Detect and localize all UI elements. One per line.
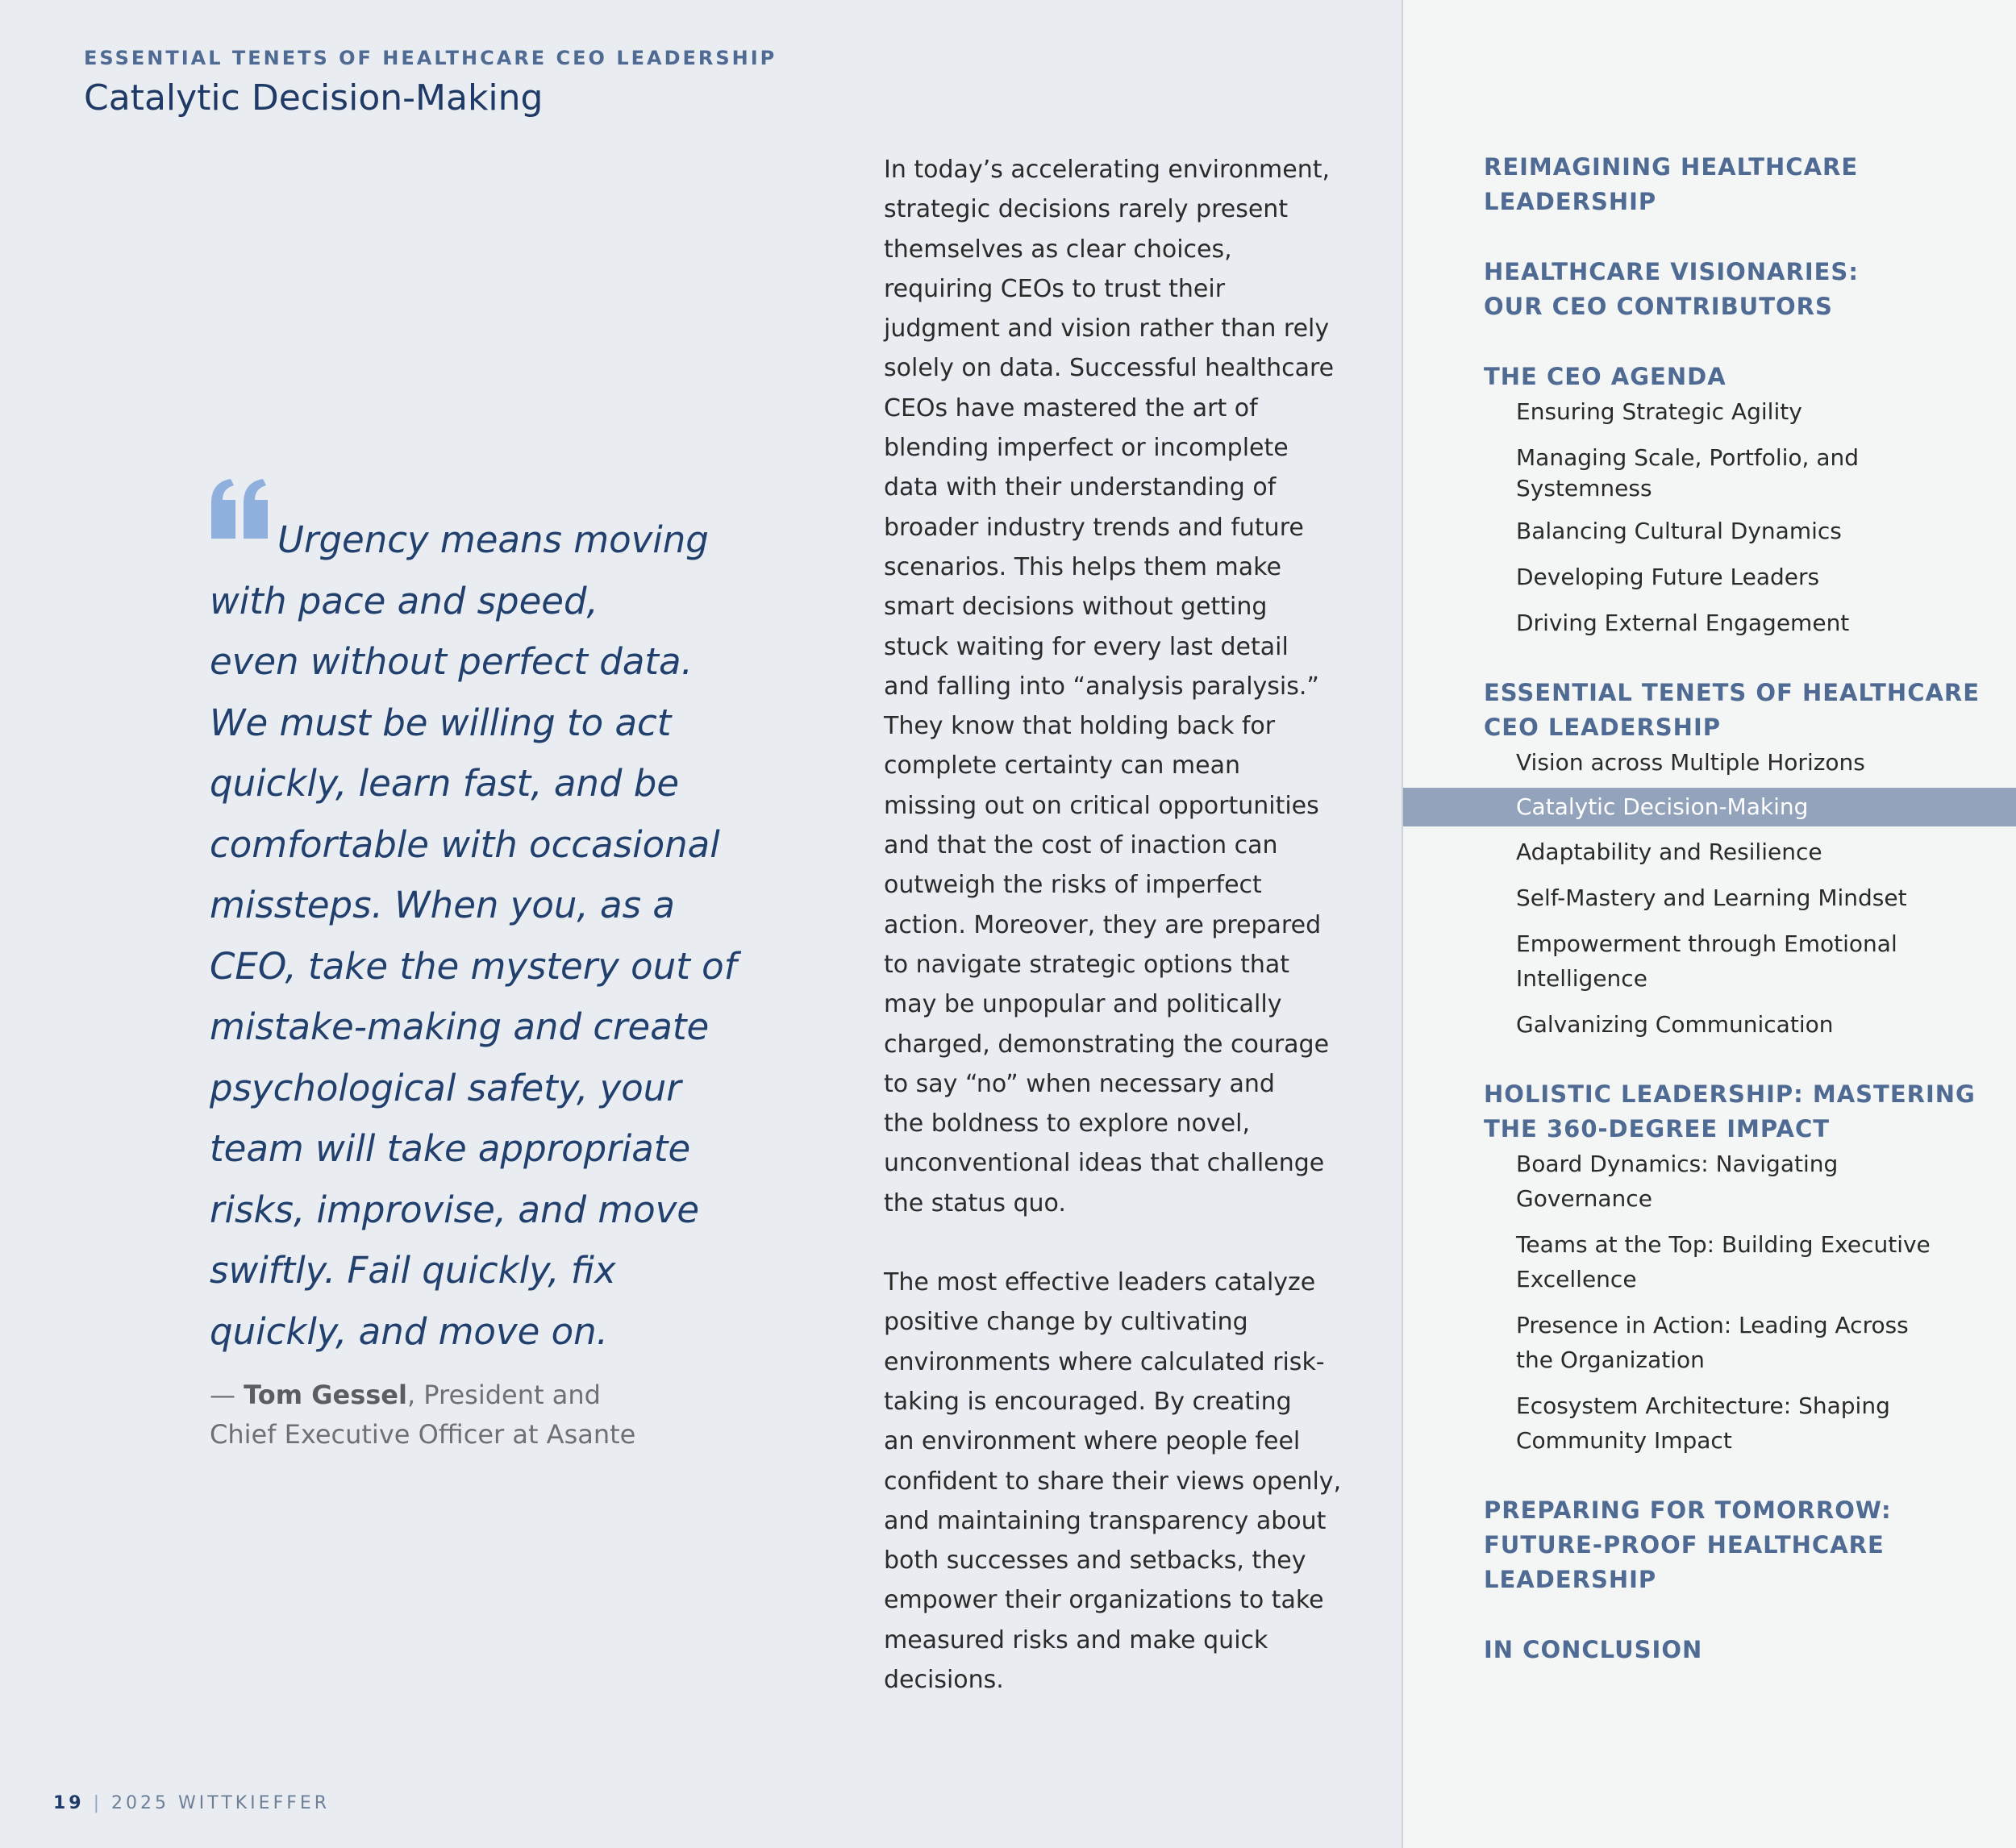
text-line: strategic decisions rarely present [884,195,1289,224]
text-line: broader industry trends and future [884,513,1304,542]
text-line: solely on data. Successful healthcare [884,354,1335,383]
text-line: taking is encouraged. By creating [884,1387,1292,1416]
text-line: to navigate strategic options that [884,950,1290,979]
toc-item-label: Governance [1516,1185,1652,1212]
text-line: stuck waiting for every last detail [884,632,1289,661]
toc-item-presence-in-action[interactable] [1403,1308,2016,1377]
text-line: They know that holding back for [884,712,1276,741]
toc-item-label: Ensuring Strategic Agility [1516,398,1802,425]
toc-item-board-dynamics[interactable] [1403,1147,2016,1216]
toc-item-label: Driving External Engagement [1516,610,1850,636]
toc-section-essential-tenets[interactable] [1484,676,2016,745]
toc-item-label: Empowerment through Emotional [1516,930,1897,957]
toc-item-external-engagement[interactable] [1403,606,2016,640]
text-line: and that the cost of inaction can [884,831,1278,860]
text-line: the boldness to explore novel, [884,1109,1250,1138]
toc-items-holistic-leadership [1403,1147,2016,1458]
text-line: decisions. [884,1665,1004,1694]
text-line: complete certainty can mean [884,751,1241,780]
toc-section-label: IN CONCLUSION [1484,1636,1703,1663]
toc-item-galvanizing-communication[interactable] [1403,1007,2016,1042]
toc-item-cultural-dynamics[interactable] [1403,514,2016,548]
toc-section-label: REIMAGINING HEALTHCARE [1484,153,1859,181]
text-line: The most effective leaders catalyze [884,1268,1316,1297]
toc-section-conclusion[interactable] [1484,1633,2016,1667]
text-line: missing out on critical opportunities [884,791,1319,820]
toc-section-label: THE CEO AGENDA [1484,363,1727,390]
text-line: unconventional ideas that challenge [884,1149,1325,1178]
text-line: charged, demonstrating the courage [884,1030,1330,1059]
quote-line: psychological safety, your [210,1066,681,1109]
toc-item-self-mastery[interactable] [1403,880,2016,915]
pull-quote [210,510,742,1362]
quote-line: team will take appropriate [210,1127,691,1170]
text-line: smart decisions without getting [884,593,1268,622]
text-line: scenarios. This helps them make [884,552,1281,581]
toc-item-label: Excellence [1516,1266,1637,1292]
quote-attribution [210,1376,726,1455]
paragraph [884,150,1368,1223]
toc-section-label: THE 360-DEGREE IMPACT [1484,1115,1831,1143]
text-line: and falling into “analysis paralysis.” [884,672,1319,701]
toc-item-catalytic-decision-making[interactable] [1403,788,2016,826]
quote-line: Urgency means moving [277,518,709,561]
text-line: and maintaining transparency about [884,1506,1327,1535]
toc-section-label: LEADERSHIP [1484,1566,1657,1593]
paragraph [884,1263,1368,1700]
text-line: to say “no” when necessary and [884,1069,1275,1098]
text-line: data with their understanding of [884,473,1277,502]
text-line: environments where calculated risk- [884,1347,1325,1376]
toc-section-label: LEADERSHIP [1484,188,1657,215]
quote-line: risks, improvise, and move [210,1188,700,1231]
toc-section-holistic-leadership[interactable] [1484,1077,2016,1147]
text-line: themselves as clear choices, [884,235,1232,264]
toc-section-label: FUTURE-PROOF HEALTHCARE [1484,1531,1885,1559]
text-line: requiring CEOs to trust their [884,274,1226,303]
page-title: Catalytic Decision-Making [84,77,544,119]
attribution-name: Tom Gessel [244,1380,407,1410]
text-line: empower their organizations to take [884,1586,1324,1615]
toc-section-label: ESSENTIAL TENETS OF HEALTHCARE [1484,679,1981,706]
toc-section-label: OUR CEO CONTRIBUTORS [1484,293,1833,320]
quote-line: quickly, learn fast, and be [210,762,680,805]
text-line: confident to share their views openly, [884,1467,1342,1496]
table-of-contents [1402,0,2016,1848]
toc-items-essential-tenets [1403,745,2016,1042]
attribution-role: Chief Executive Officer at Asante [210,1419,636,1450]
toc-item-label: Teams at the Top: Building Executive [1516,1231,1931,1258]
toc-item-label: Managing Scale, Portfolio, and [1516,444,1859,471]
text-line: In today’s accelerating environment, [884,156,1331,184]
toc-item-label: Presence in Action: Leading Across [1516,1312,1909,1338]
toc-item-label: Systemness [1516,475,1652,502]
toc-section-preparing-tomorrow[interactable] [1484,1493,2016,1597]
quote-line: even without perfect data. [210,640,693,683]
toc-item-label: Galvanizing Communication [1516,1011,1834,1038]
toc-item-label: Board Dynamics: Navigating [1516,1151,1839,1177]
toc-section-ceo-agenda[interactable] [1484,360,2016,394]
toc-item-label: Ecosystem Architecture: Shaping [1516,1392,1890,1419]
toc-item-empowerment[interactable] [1403,926,2016,996]
toc-items-ceo-agenda [1403,394,2016,640]
section-kicker: ESSENTIAL TENETS OF HEALTHCARE CEO LEADERSHIP [84,47,777,69]
toc-item-label: Catalytic Decision-Making [1516,793,1809,820]
toc-item-vision-horizons[interactable] [1403,745,2016,780]
quote-line: swiftly. Fail quickly, fix [210,1249,616,1292]
publication-name: 2025 WITTKIEFFER [111,1793,331,1813]
toc-section-label: HOLISTIC LEADERSHIP: MASTERING [1484,1080,1976,1108]
text-line: blending imperfect or incomplete [884,434,1289,463]
attribution-role: , President and [406,1380,601,1410]
text-line: both successes and setbacks, they [884,1546,1306,1575]
toc-item-scale-portfolio[interactable] [1403,440,2016,502]
text-line: positive change by cultivating [884,1308,1248,1337]
text-line: judgment and vision rather than rely [884,314,1330,343]
body-text [884,150,1368,1700]
toc-section-reimagining[interactable] [1484,150,2016,219]
toc-item-label: Vision across Multiple Horizons [1516,749,1865,776]
quote-line: quickly, and move on. [210,1309,608,1353]
toc-item-label: Balancing Cultural Dynamics [1516,518,1842,544]
text-line: an environment where people feel [884,1427,1301,1456]
toc-section-label: PREPARING FOR TOMORROW: [1484,1496,1892,1524]
quote-line: mistake-making and create [210,1005,710,1048]
toc-item-label: the Organization [1516,1346,1705,1373]
page-footer [53,1793,330,1813]
toc-item-label: Self-Mastery and Learning Mindset [1516,884,1907,911]
quote-line: with pace and speed, [210,579,598,622]
quote-line: comfortable with occasional [210,822,720,866]
toc-item-label: Developing Future Leaders [1516,564,1820,590]
toc-item-strategic-agility[interactable] [1403,394,2016,429]
page-number: 19 [53,1793,85,1813]
toc-item-teams-at-top[interactable] [1403,1227,2016,1297]
toc-list [1403,150,2016,1667]
footer-separator: | [93,1793,103,1813]
toc-item-adaptability[interactable] [1403,835,2016,869]
text-line: outweigh the risks of imperfect [884,871,1262,900]
toc-section-visionaries[interactable] [1484,255,2016,324]
toc-item-label: Intelligence [1516,965,1647,992]
toc-item-future-leaders[interactable] [1403,560,2016,594]
toc-section-label: CEO LEADERSHIP [1484,714,1721,741]
text-line: action. Moreover, they are prepared [884,910,1322,939]
quote-line: We must be willing to act [210,701,672,744]
toc-item-label: Adaptability and Resilience [1516,839,1822,865]
text-line: measured risks and make quick [884,1625,1268,1654]
quote-line: CEO, take the mystery out of [210,944,737,988]
toc-item-label: Community Impact [1516,1427,1732,1454]
toc-item-ecosystem-architecture[interactable] [1403,1388,2016,1458]
text-line: CEOs have mastered the art of [884,393,1258,422]
attribution-dash: — [210,1380,235,1410]
text-line: may be unpopular and politically [884,990,1282,1019]
toc-section-label: HEALTHCARE VISIONARIES: [1484,258,1859,285]
text-line: the status quo. [884,1188,1066,1217]
quote-line: missteps. When you, as a [210,884,675,926]
